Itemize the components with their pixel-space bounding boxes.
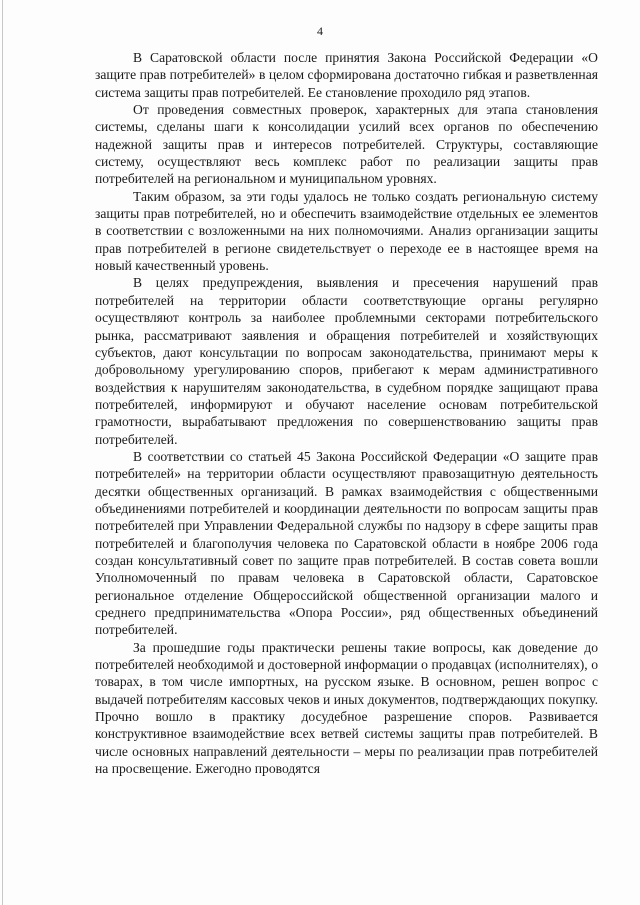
paragraph-6: За прошедшие годы практически решены такие вопросы, как доведение до потребителей необходимой и достоверной информации о продавцах (исполнителях), о товарах, в том числе импортных, на русском языке. В основном, решен вопрос с выдачей потребителям кассовых чеков и иных документов, подтверждающих покупку. Прочно вошло в практику досудебное разрешение споров. Развивается конструктивное взаимодействие всех ветвей системы защиты прав потребителей. В числе основных направлений деятельности – меры по реализации прав потребителей на просвещение. Ежегодно проводятся bbox=[95, 639, 598, 777]
paragraph-3: Таким образом, за эти годы удалось не только создать региональную систему защиты прав потребителей, но и обеспечить взаимодействие отдельных ее элементов в соответствии с возложенными на них полномочиями. Анализ организации защиты прав потребителей в регионе свидетельствует о переходе ее в настоящее время на новый качественный уровень. bbox=[95, 188, 598, 274]
paragraph-1: В Саратовской области после принятия Закона Российской Федерации «О защите прав потребителей» в целом сформирована достаточно гибкая и разветвленная система защиты прав потребителей. Ее становление проходило ряд этапов. bbox=[95, 50, 598, 100]
page-left-edge bbox=[2, 0, 3, 905]
page-number: 4 bbox=[317, 24, 323, 38]
document-body bbox=[95, 49, 598, 777]
paragraph-4: В целях предупреждения, выявления и пресечения нарушений прав потребителей на территории области соответствующие органы регулярно осуществляют контроль за наиболее проблемными секторами потребительского рынка, рассматривают заявления и обращения потребителей и хозяйствующих субъектов, дают консультации по вопросам законодательства, принимают меры к добровольному урегулированию споров, прибегают к мерам административного воздействия к нарушителям законодательства, в судебном порядке защищают права потребителей, информируют и обучают население основам потребительской грамотности, вырабатывают предложения по совершенствованию защиты прав потребителей. bbox=[95, 275, 598, 447]
paragraph-2: От проведения совместных проверок, характерных для этапа становления системы, сделаны шаги к консолидации усилий всех органов по обеспечению надежной защиты прав и интересов потребителей. Структуры, составляющие систему, осуществляют весь комплекс работ по реализации защиты прав потребителей на региональном и муниципальном уровнях. bbox=[95, 102, 598, 187]
paragraph-5: В соответствии со статьей 45 Закона Российской Федерации «О защите прав потребителей» на территории области осуществляют правозащитную деятельность десятки общественных организаций. В рамках взаимодействия с общественными объединениями потребителей и координации деятельности по вопросам защиты прав потребителей при Управлении Федеральной службы по надзору в сфере защиты прав потребителей и благополучия человека по Саратовской области в ноябре 2006 года создан консультативный совет по защите прав потребителей. В состав совета вошли Уполномоченный по правам человека в Саратовской области, Саратовское региональное отделение Общероссийской общественной организации малого и среднего предпринимательства «Опора России», ряд общественных объединений потребителей. bbox=[95, 448, 598, 638]
